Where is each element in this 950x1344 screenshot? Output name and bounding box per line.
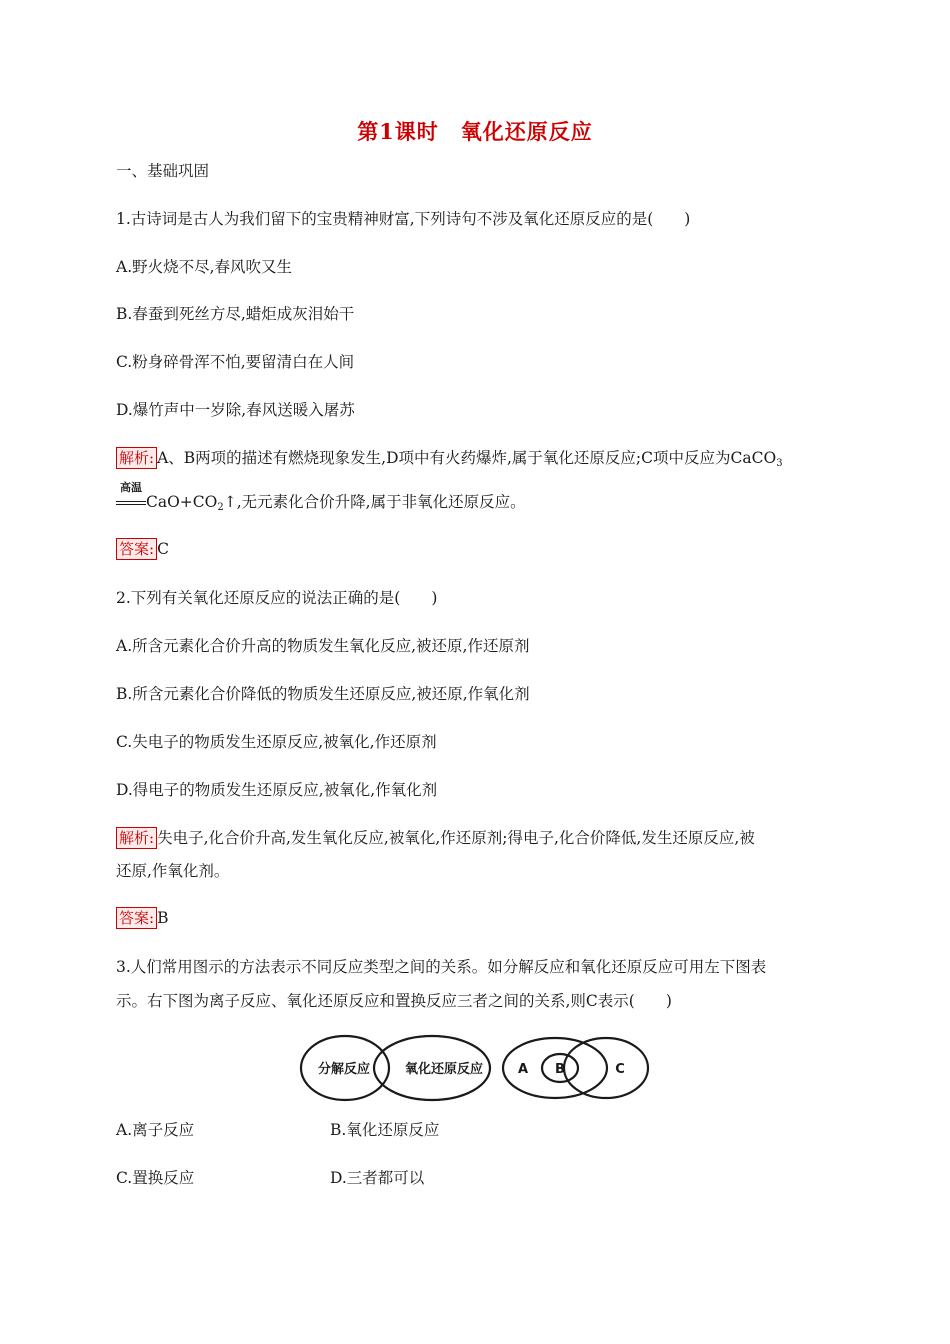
q3-options-row1: [116, 1118, 440, 1142]
label-b: B: [555, 1062, 565, 1077]
right-venn-diagram: [503, 1038, 648, 1098]
q3-option-b: B.氧化还原反应: [330, 1121, 440, 1139]
reaction-condition: 高温: [120, 481, 142, 494]
q1-option-c: C.粉身碎骨浑不怕,要留清白在人间: [116, 353, 355, 371]
q2-answer-value: B: [157, 909, 169, 927]
redox-label: 氧化还原反应: [404, 1062, 484, 1077]
q2-analysis: [116, 826, 755, 850]
q1-analysis-subscript-2: 2: [217, 502, 224, 513]
q2-analysis-cont: 还原,作氧化剂。: [116, 862, 230, 880]
lesson-title: 第1课时 氧化还原反应: [357, 119, 593, 144]
q2-option-a: A.所含元素化合价升高的物质发生氧化反应,被还原,作还原剂: [116, 637, 530, 655]
q3-stem-line1: 3.人们常用图示的方法表示不同反应类型之间的关系。如分解反应和氧化还原反应可用左下图表: [116, 958, 767, 976]
answer-tag: 答案:: [116, 538, 157, 560]
q1-option-d: D.爆竹声中一岁除,春风送暖入屠苏: [116, 401, 355, 419]
label-a: A: [517, 1062, 529, 1077]
q1-analysis-product: CaO+CO: [146, 493, 218, 511]
reaction-venn-diagrams: [298, 1032, 654, 1104]
q1-analysis-text: A、B两项的描述有燃烧现象发生,D项中有火药爆炸,属于氧化还原反应;C项中反应为CaCO: [157, 449, 777, 467]
q1-analysis-conclusion: ↑,无元素化合价升降,属于非氧化还原反应。: [223, 493, 526, 511]
answer-tag: 答案:: [116, 907, 157, 929]
analysis-tag: 解析:: [116, 447, 157, 469]
q2-option-d: D.得电子的物质发生还原反应,被氧化,作氧化剂: [116, 781, 438, 799]
decomposition-label: 分解反应: [317, 1062, 371, 1077]
q2-stem: 2.下列有关氧化还原反应的说法正确的是( ): [116, 589, 438, 607]
q1-answer-value: C: [157, 540, 169, 558]
section-heading: 一、基础巩固: [116, 162, 210, 180]
q1-analysis-equation: [116, 481, 526, 520]
equals-bar: [116, 501, 146, 505]
q2-answer: [116, 906, 168, 930]
q1-answer: [116, 537, 169, 561]
q2-option-b: B.所含元素化合价降低的物质发生还原反应,被还原,作氧化剂: [116, 685, 530, 703]
q3-option-d: D.三者都可以: [330, 1169, 425, 1187]
q1-option-b: B.春蚕到死丝方尽,蜡炬成灰泪始干: [116, 305, 355, 323]
q3-option-a: A.离子反应: [116, 1121, 195, 1139]
q1-analysis: [116, 446, 783, 476]
q2-analysis-text: 失电子,化合价升高,发生氧化反应,被氧化,作还原剂;得电子,化合价降低,发生还原反应,被: [157, 829, 755, 847]
reaction-equals-sign: [116, 481, 146, 514]
q3-options-row2: [116, 1166, 425, 1190]
analysis-tag: 解析:: [116, 827, 157, 849]
left-venn-diagram: [301, 1036, 490, 1100]
q3-stem-line2: 示。右下图为离子反应、氧化还原反应和置换反应三者之间的关系,则C表示( ): [116, 992, 672, 1010]
q1-stem: 1.古诗词是古人为我们留下的宝贵精神财富,下列诗句不涉及氧化还原反应的是( ): [116, 210, 691, 228]
q1-option-a: A.野火烧不尽,春风吹又生: [116, 258, 293, 276]
q1-analysis-subscript: 3: [776, 458, 783, 469]
q3-option-c: C.置换反应: [116, 1169, 195, 1187]
label-c: C: [615, 1062, 625, 1077]
q2-option-c: C.失电子的物质发生还原反应,被氧化,作还原剂: [116, 733, 437, 751]
